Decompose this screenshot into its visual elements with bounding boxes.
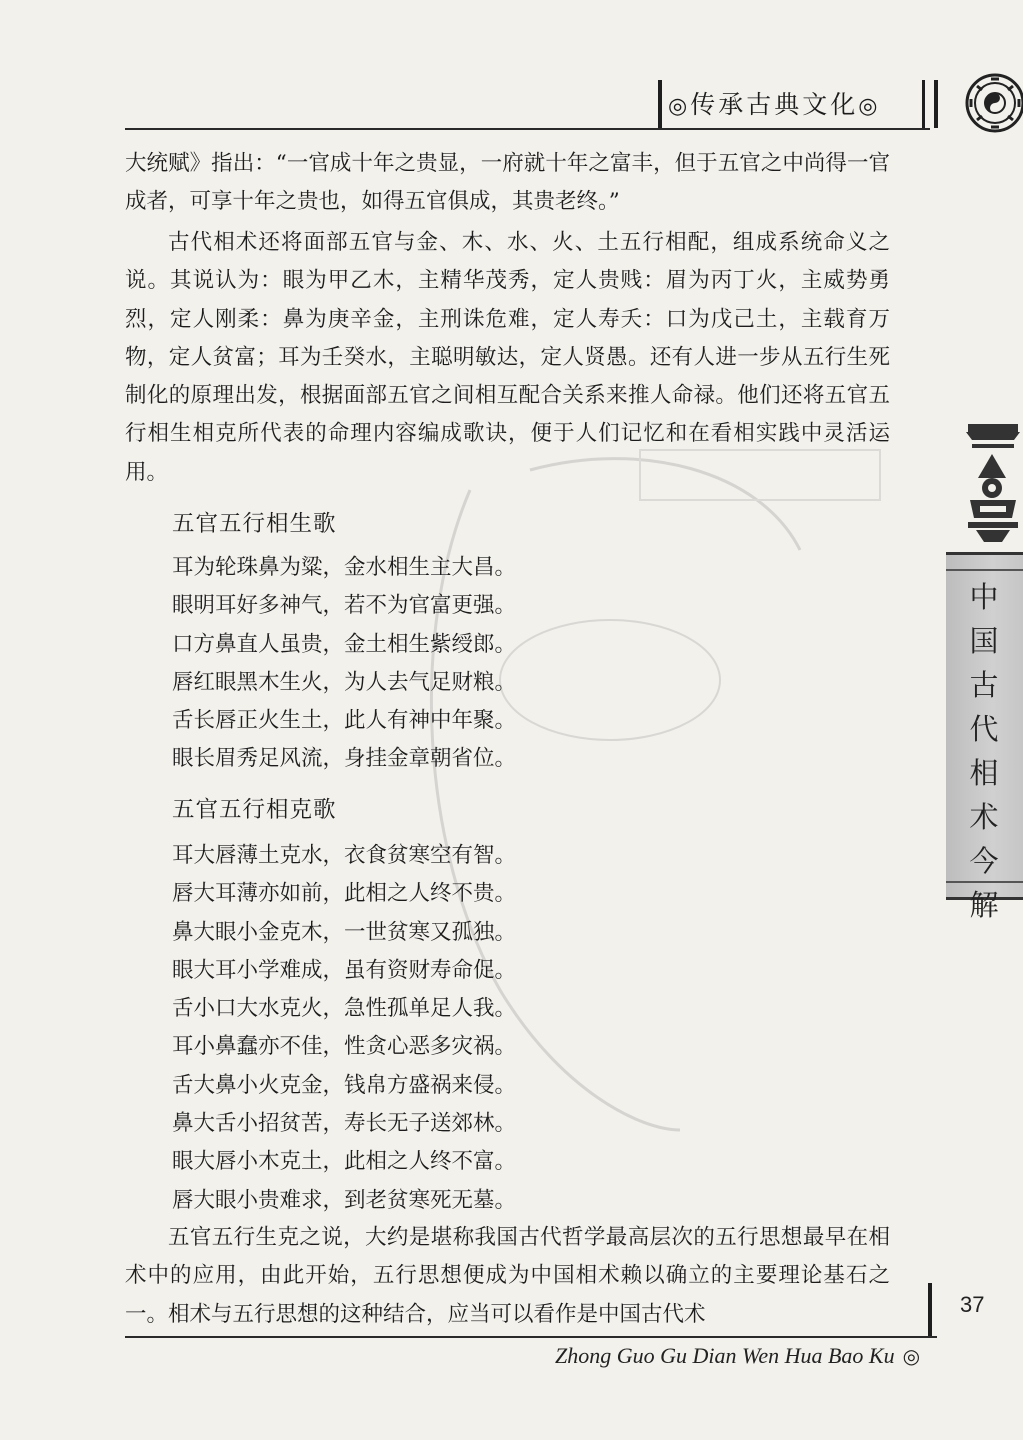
verse-line: 唇大眼小贵难求，到老贫寒死无墓。 (172, 1187, 517, 1213)
footer-bar (928, 1283, 932, 1336)
header-bar-left (658, 80, 662, 128)
verse-line: 眼明耳好多神气，若不为官富更强。 (172, 593, 517, 619)
verse-line: 眼大唇小木克土，此相之人终不富。 (172, 1149, 517, 1175)
header-rule (125, 128, 930, 130)
verse-line: 唇大耳薄亦如前，此相之人终不贵。 (172, 881, 517, 907)
song2-title: 五官五行相克歌 (172, 797, 337, 823)
side-char: 代 (969, 712, 999, 746)
verse-line: 耳小鼻蠢亦不佳，性贪心恶多灾祸。 (172, 1034, 517, 1060)
verse-line: 舌大鼻小火克金，钱帛方盛祸来侵。 (172, 1072, 517, 1098)
side-tab-line-top (946, 569, 1023, 571)
verse-line: 鼻大眼小金克木，一世贫寒又孤独。 (172, 919, 517, 945)
paragraph-2: 古代相术还将面部五官与金、木、水、火、土五行相配，组成系统命义之说。其说认为：眼为甲乙木，主精华茂秀，定人贵贱：眉为丙丁火，主威势勇烈，定人刚柔：鼻为庚辛金，主刑诛危难，定人寿夭：口为戊己土，主载育万物，定人贫富；耳为壬癸水，主聪明敏达，定人贤愚。还有人进一步从五行生死制化的原理出发，根据面部五官之间相互配合关系来推人命禄。他们还将五官五行相生相克所代表的命理内容编成歌诀，便于人们记忆和在看相实践中灵活运用。 (125, 230, 890, 485)
paragraph-1: 大统赋》指出：“一官成十年之贵显，一府就十年之富丰，但于五官之中尚得一官成者，可享十年之贵也，如得五官俱成，其贵老终。” (125, 151, 890, 215)
footer-ring: ◎ (902, 1346, 921, 1368)
bagua-emblem-icon (957, 70, 1023, 136)
side-char: 今 (969, 844, 999, 878)
header-ring-right: ◎ (858, 94, 881, 119)
footer-series (555, 1343, 920, 1369)
verse-line: 耳大唇薄土克水，衣食贫寒空有智。 (172, 843, 517, 868)
side-char: 古 (969, 668, 999, 702)
temple-ornament-icon (962, 418, 1023, 548)
verse-line: 耳为轮珠鼻为粱，金水相生主大昌。 (172, 555, 517, 580)
side-char: 国 (969, 624, 999, 658)
footer-series-pinyin: Zhong Guo Gu Dian Wen Hua Bao Ku (555, 1343, 895, 1368)
side-char: 相 (969, 756, 999, 790)
header-bar-right-thick (934, 80, 938, 128)
side-tab-title (954, 575, 1014, 927)
verse-line: 眼长眉秀足风流，身挂金章朝省位。 (172, 746, 517, 772)
header-bar-right-thin (922, 80, 925, 128)
verse-line: 口方鼻直人虽贵，金土相生紫绶郎。 (172, 631, 517, 657)
running-header (668, 88, 918, 122)
verse-line: 鼻大舌小招贫苦，寿长无子送郊林。 (172, 1111, 517, 1137)
song1-title: 五官五行相生歌 (172, 511, 337, 537)
side-char: 术 (969, 800, 999, 834)
verse-line: 唇红眼黑木生火，为人去气足财粮。 (172, 669, 517, 695)
side-char: 解 (969, 888, 999, 922)
verse-line: 眼大耳小学难成，虽有资财寿命促。 (172, 957, 517, 983)
side-char: 中 (969, 580, 999, 614)
verse-line: 舌长唇正火生土，此人有神中年聚。 (172, 708, 517, 734)
header-ring-left: ◎ (668, 94, 691, 119)
footer-rule (125, 1336, 937, 1338)
song2-verses (172, 837, 516, 1220)
verse-line: 舌小口大水克火，急性孤单足人我。 (172, 996, 517, 1022)
paragraph-2-block (125, 224, 890, 492)
header-title: 传承古典文化 (690, 90, 859, 119)
paragraph-1-block (125, 145, 890, 222)
paragraph-3: 五官五行生克之说，大约是堪称我国古代哲学最高层次的五行思想最早在相术中的应用，由此开始，五行思想便成为中国相术赖以确立的主要理论基石之一。相术与五行思想的这种结合，应当可以看作是中国古代术 (125, 1225, 890, 1327)
page-number: 37 (960, 1292, 985, 1317)
song1-verses (172, 549, 516, 779)
paragraph-3-block (125, 1219, 890, 1334)
